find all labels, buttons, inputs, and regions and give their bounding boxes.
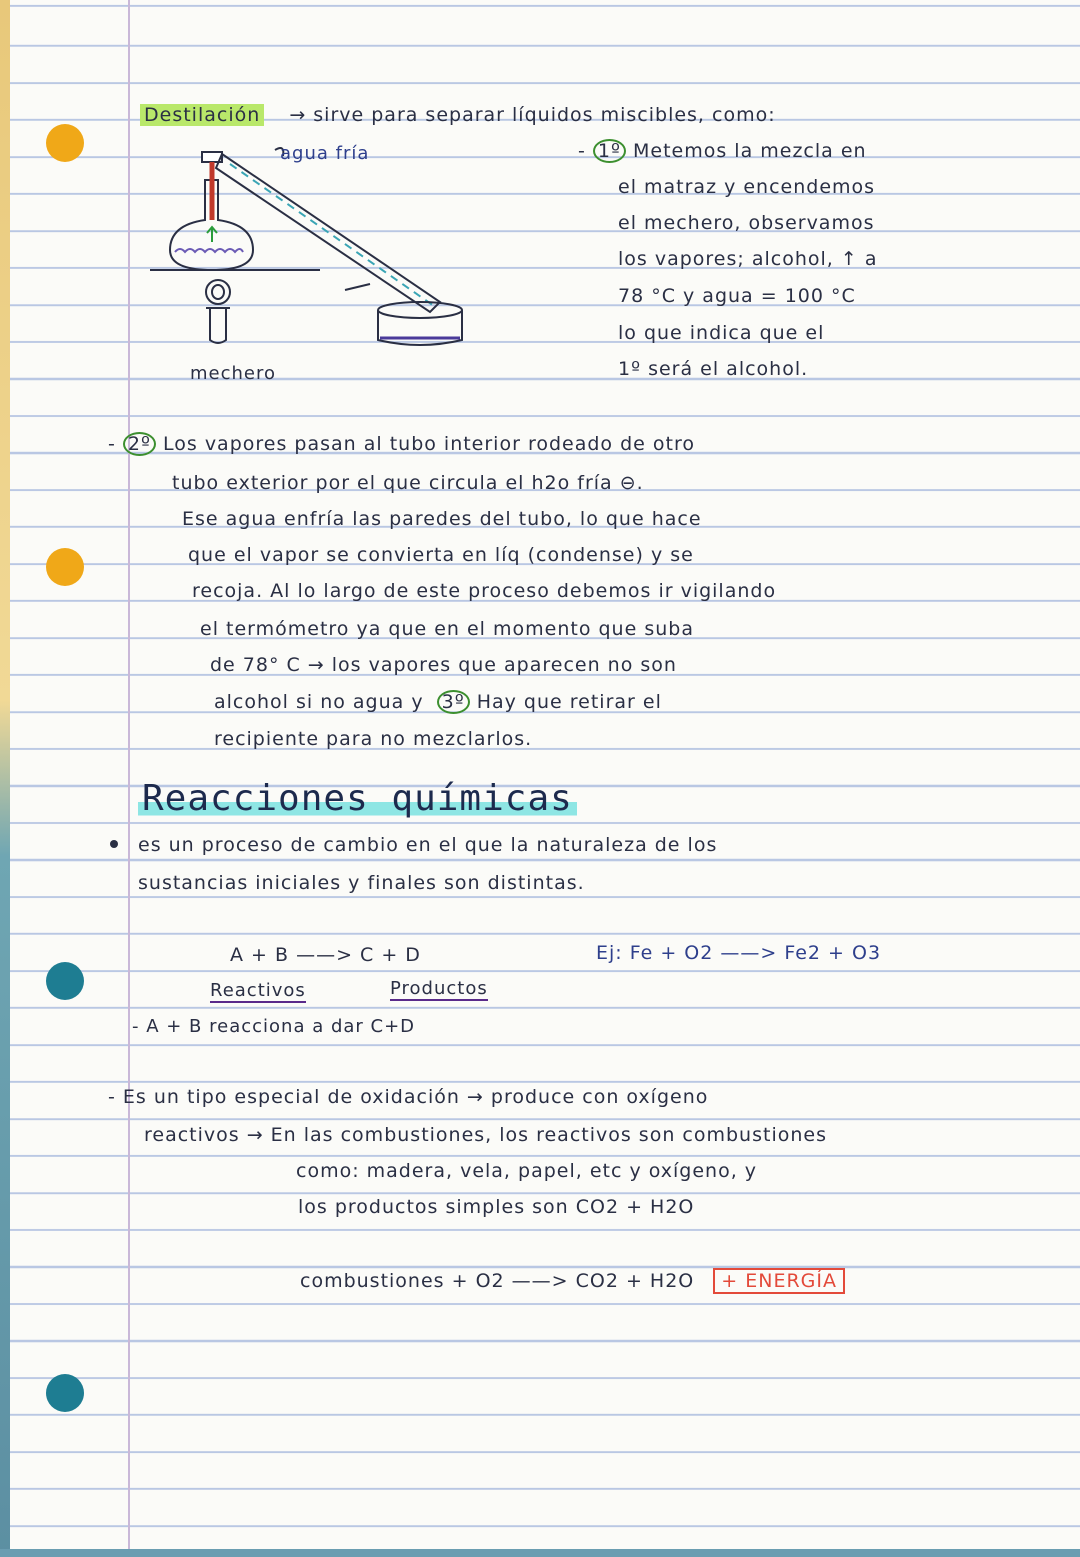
cold-water-label: agua fría <box>280 143 370 164</box>
products-label: Productos <box>390 978 488 999</box>
step2-line: tubo exterior por el que circula el h2o fría ⊖. <box>172 472 644 494</box>
bullet-point <box>110 840 118 848</box>
distillation-title: Destilación <box>140 104 264 126</box>
binder-hole <box>46 1374 84 1412</box>
page-bottom-edge <box>0 1549 1080 1557</box>
distillation-title-row <box>140 104 776 126</box>
step1-first-line: - 1º Metemos la mezcla en <box>578 140 867 162</box>
step2-line: Los vapores pasan al tubo interior rodeado de otro <box>163 433 695 455</box>
combustion-line: reactivos → En las combustiones, los reactivos son combustiones <box>144 1124 827 1146</box>
reactions-heading: Reacciones químicas <box>138 778 577 819</box>
step1-line: lo que indica que el <box>618 322 825 344</box>
step3-line: Hay que retirar el <box>476 691 662 713</box>
step1-line: el matraz y encendemos <box>618 176 876 198</box>
reactions-definition-line: es un proceso de cambio en el que la naturaleza de los <box>138 834 718 856</box>
example-equation: Ej: Fe + O2 ——> Fe2 + O3 <box>596 942 882 964</box>
products-label-wrap <box>390 978 488 999</box>
step2-line: el termómetro ya que en el momento que suba <box>200 618 694 640</box>
step1-line: Metemos la mezcla en <box>633 140 867 162</box>
reactants-label-wrap <box>210 980 306 1001</box>
energy-box: + ENERGÍA <box>713 1268 845 1294</box>
reacts-note: - A + B reacciona a dar C+D <box>132 1016 416 1037</box>
combustion-equation: combustiones + O2 ——> CO2 + H2O <box>300 1270 695 1292</box>
combustion-line: - Es un tipo especial de oxidación → produce con oxígeno <box>108 1086 709 1108</box>
combustion-equation-row <box>300 1268 845 1294</box>
step1-line: 78 °C y agua = 100 °C <box>618 285 856 307</box>
distillation-apparatus-drawing <box>150 140 480 370</box>
binder-hole <box>46 548 84 586</box>
step2-line: Ese agua enfría las paredes del tubo, lo que hace <box>182 508 702 530</box>
step1-line: 1º será el alcohol. <box>618 358 809 380</box>
binder-hole <box>46 124 84 162</box>
reactants-label: Reactivos <box>210 980 306 1001</box>
combustion-line: como: madera, vela, papel, etc y oxígeno, y <box>296 1160 758 1182</box>
step3-line: recipiente para no mezclarlos. <box>214 728 533 750</box>
step2-line: alcohol si no agua y <box>214 691 424 713</box>
binder-hole <box>46 962 84 1000</box>
page-edge <box>0 0 10 1557</box>
step2-first-line: - 2º Los vapores pasan al tubo interior rodeado de otro <box>108 433 695 455</box>
reactions-definition-line: sustancias iniciales y finales son distintas. <box>138 872 585 894</box>
general-equation: A + B ——> C + D <box>230 944 421 966</box>
step2-step3-line <box>214 690 662 714</box>
step1-line: los vapores; alcohol, ↑ a <box>618 248 878 270</box>
step2-line: de 78° C → los vapores que aparecen no son <box>210 654 677 676</box>
distillation-intro: → sirve para separar líquidos miscibles, como: <box>289 104 776 126</box>
combustion-line: los productos simples son CO2 + H2O <box>298 1196 695 1218</box>
step1-number: 1º <box>593 139 626 163</box>
step1-line: el mechero, observamos <box>618 212 875 234</box>
step2-number: 2º <box>123 432 156 456</box>
burner-label: mechero <box>190 363 277 384</box>
margin-line <box>128 0 130 1557</box>
step3-number: 3º <box>437 690 470 714</box>
step2-line: que el vapor se convierta en líq (condense) y se <box>188 544 694 566</box>
step2-line: recoja. Al lo largo de este proceso debemos ir vigilando <box>192 580 777 602</box>
